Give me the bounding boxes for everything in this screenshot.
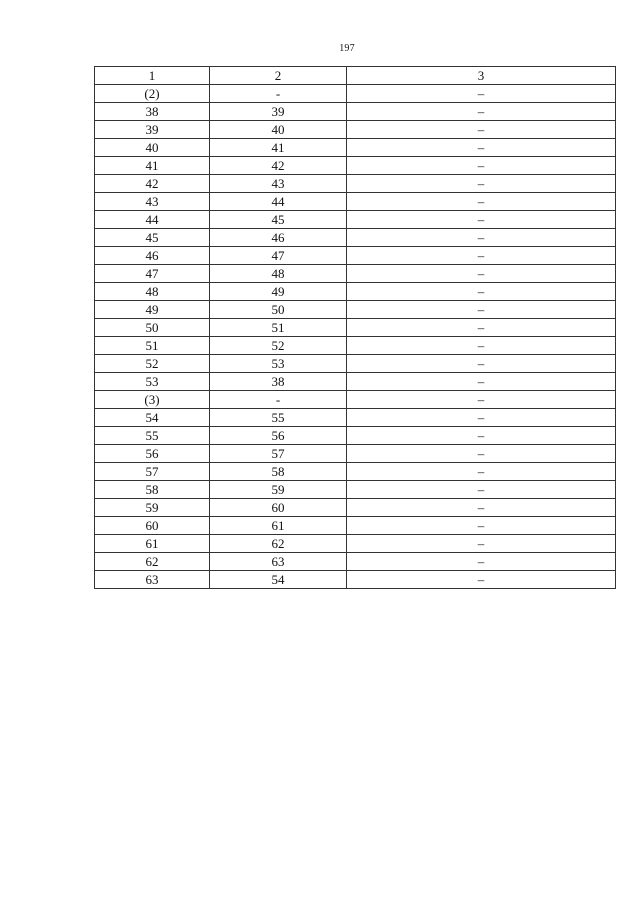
table-row [95,301,616,319]
table-cell-col2: 42 [210,157,347,175]
table-cell-col1: 63 [95,571,210,589]
table-row [95,103,616,121]
table-cell-col3: – [347,301,616,319]
table-row [95,499,616,517]
table-cell-col2: 58 [210,463,347,481]
table-row [95,157,616,175]
column-header-1: 1 [95,67,210,85]
table-cell-col2: 61 [210,517,347,535]
table-cell-col1: 48 [95,283,210,301]
table-cell-col2: 41 [210,139,347,157]
table-cell-col1: 54 [95,409,210,427]
table-cell-col3: – [347,103,616,121]
table-cell-col3: – [347,283,616,301]
column-header-3: 3 [347,67,616,85]
table-cell-col2: 43 [210,175,347,193]
table-cell-col3: – [347,445,616,463]
table-cell-col3: – [347,157,616,175]
table-header [95,67,616,85]
table-cell-col3: – [347,247,616,265]
table-cell-col2: 63 [210,553,347,571]
table-row [95,391,616,409]
table-cell-col2: 44 [210,193,347,211]
table-cell-col1: 46 [95,247,210,265]
table-cell-col1: 59 [95,499,210,517]
table-body [95,85,616,589]
table-cell-col2: 46 [210,229,347,247]
table-row [95,517,616,535]
data-table [94,66,616,589]
table-cell-col3: – [347,571,616,589]
table-cell-col3: – [347,193,616,211]
table-cell-col1: 58 [95,481,210,499]
table-row [95,481,616,499]
table-cell-col2: 53 [210,355,347,373]
table-cell-col3: – [347,427,616,445]
table-row [95,283,616,301]
table-cell-col1: 44 [95,211,210,229]
table-row [95,85,616,103]
table-row [95,337,616,355]
table-cell-col2: 39 [210,103,347,121]
table-cell-col1: (3) [95,391,210,409]
table-cell-col3: – [347,265,616,283]
data-table-container [94,66,615,589]
table-cell-col1: 53 [95,373,210,391]
table-row [95,355,616,373]
table-cell-col1: 45 [95,229,210,247]
table-row [95,427,616,445]
table-cell-col3: – [347,355,616,373]
table-cell-col2: 62 [210,535,347,553]
table-cell-col1: 51 [95,337,210,355]
table-cell-col1: 49 [95,301,210,319]
table-cell-col1: (2) [95,85,210,103]
table-cell-col3: – [347,535,616,553]
table-cell-col3: – [347,139,616,157]
table-row [95,265,616,283]
table-cell-col1: 47 [95,265,210,283]
table-cell-col3: – [347,517,616,535]
table-cell-col3: – [347,211,616,229]
table-cell-col1: 42 [95,175,210,193]
table-row [95,319,616,337]
table-cell-col3: – [347,121,616,139]
table-cell-col2: 60 [210,499,347,517]
header-row [95,67,616,85]
table-row [95,229,616,247]
table-cell-col3: – [347,553,616,571]
table-cell-col3: – [347,391,616,409]
table-cell-col2: 56 [210,427,347,445]
table-cell-col1: 61 [95,535,210,553]
table-row [95,463,616,481]
table-cell-col3: – [347,229,616,247]
table-row [95,409,616,427]
table-cell-col2: 45 [210,211,347,229]
table-row [95,445,616,463]
table-cell-col3: – [347,85,616,103]
table-cell-col1: 43 [95,193,210,211]
table-cell-col1: 52 [95,355,210,373]
table-cell-col2: 55 [210,409,347,427]
table-cell-col1: 55 [95,427,210,445]
table-row [95,571,616,589]
table-row [95,373,616,391]
table-cell-col2: 40 [210,121,347,139]
table-cell-col2: 50 [210,301,347,319]
table-cell-col2: - [210,85,347,103]
table-cell-col2: 52 [210,337,347,355]
table-row [95,211,616,229]
table-row [95,553,616,571]
table-cell-col2: 54 [210,571,347,589]
page-number: 197 [339,43,355,54]
table-cell-col3: – [347,337,616,355]
table-cell-col1: 60 [95,517,210,535]
table-row [95,193,616,211]
table-row [95,175,616,193]
table-cell-col3: – [347,499,616,517]
table-cell-col2: 51 [210,319,347,337]
table-cell-col1: 38 [95,103,210,121]
table-cell-col1: 57 [95,463,210,481]
table-cell-col1: 50 [95,319,210,337]
table-cell-col1: 41 [95,157,210,175]
table-cell-col3: – [347,409,616,427]
table-cell-col1: 56 [95,445,210,463]
table-cell-col2: 48 [210,265,347,283]
table-cell-col3: – [347,175,616,193]
column-header-2: 2 [210,67,347,85]
table-cell-col2: 47 [210,247,347,265]
table-cell-col2: 57 [210,445,347,463]
table-cell-col3: – [347,373,616,391]
table-cell-col1: 62 [95,553,210,571]
table-row [95,121,616,139]
table-row [95,247,616,265]
table-cell-col3: – [347,319,616,337]
table-row [95,139,616,157]
table-cell-col2: 59 [210,481,347,499]
table-cell-col2: - [210,391,347,409]
table-cell-col2: 38 [210,373,347,391]
table-cell-col1: 40 [95,139,210,157]
table-cell-col1: 39 [95,121,210,139]
table-row [95,535,616,553]
table-cell-col2: 49 [210,283,347,301]
table-cell-col3: – [347,463,616,481]
table-cell-col3: – [347,481,616,499]
